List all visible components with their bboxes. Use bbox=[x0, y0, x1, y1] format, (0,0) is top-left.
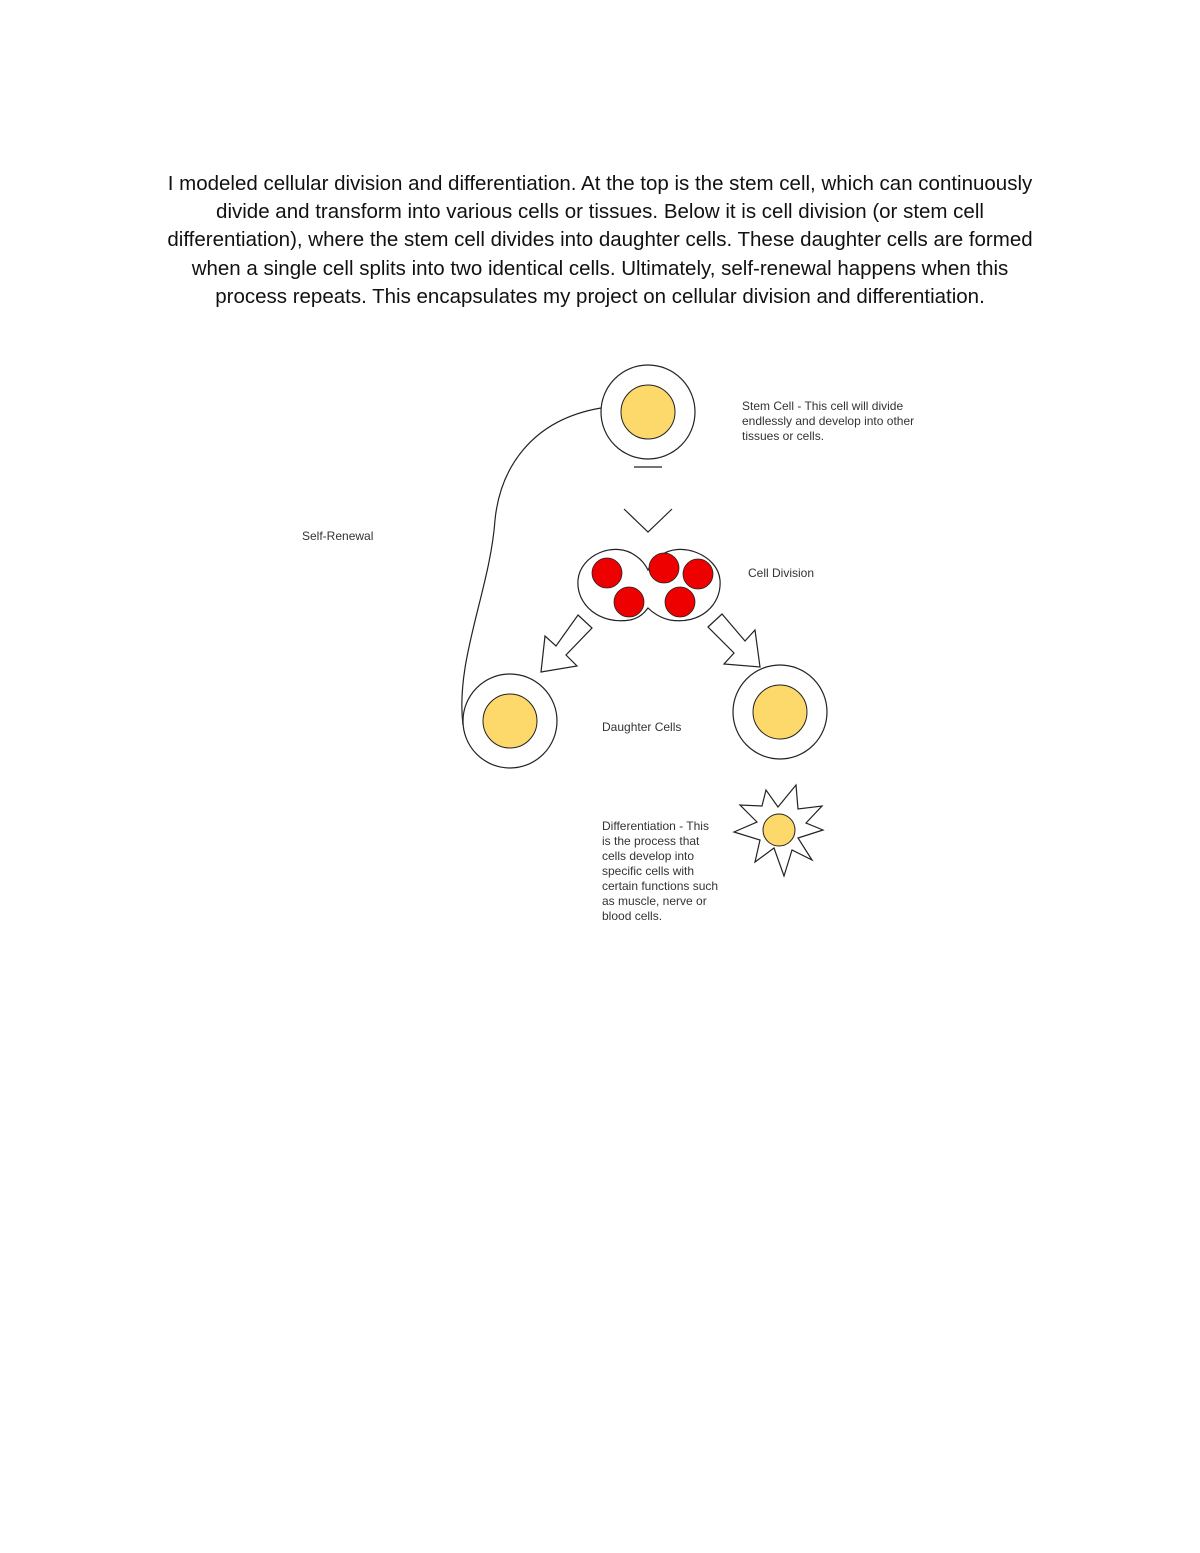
stem-cell-nucleus bbox=[621, 385, 675, 439]
differentiation-label: Differentiation - This is the process that cells develop into specific cells with certain functions such as muscle, nerve or blood cells. bbox=[602, 819, 719, 923]
chromosome bbox=[614, 587, 644, 617]
stem-cell-label: Stem Cell - This cell will divide endlessly and develop into other tissues or cells. bbox=[742, 399, 915, 443]
cell-division-label: Cell Division bbox=[748, 566, 815, 580]
left-arrow bbox=[541, 615, 592, 672]
daughter-cells-label: Daughter Cells bbox=[602, 720, 682, 734]
chromosome bbox=[665, 587, 695, 617]
self-renewal-label: Self-Renewal bbox=[302, 529, 374, 543]
self-renewal-arrow bbox=[462, 408, 601, 725]
intro-line: when a single cell splits into two identical cells. Ultimately, self-renewal happens when this bbox=[191, 256, 1009, 280]
chromosome bbox=[683, 559, 713, 589]
daughter-cell-left-nucleus bbox=[483, 694, 537, 748]
nuclei bbox=[483, 385, 807, 846]
intro-line: divide and transform into various cells or tissues. Below it is cell division (or stem cell bbox=[216, 200, 984, 224]
differentiated-cell-nucleus bbox=[763, 814, 795, 846]
intro-line: differentiation), where the stem cell divides into daughter cells. These daughter cells are formed bbox=[167, 228, 1033, 252]
daughter-cell-right-nucleus bbox=[753, 685, 807, 739]
chromosome bbox=[592, 558, 622, 588]
intro-line: process repeats. This encapsulates my project on cellular division and differentiation. bbox=[215, 284, 985, 308]
right-arrow bbox=[708, 614, 760, 667]
down-arrow bbox=[624, 509, 672, 532]
chromosome bbox=[649, 553, 679, 583]
chromosomes bbox=[592, 553, 713, 617]
intro-line: I modeled cellular division and differentiation. At the top is the stem cell, which can continuously bbox=[167, 172, 1033, 195]
